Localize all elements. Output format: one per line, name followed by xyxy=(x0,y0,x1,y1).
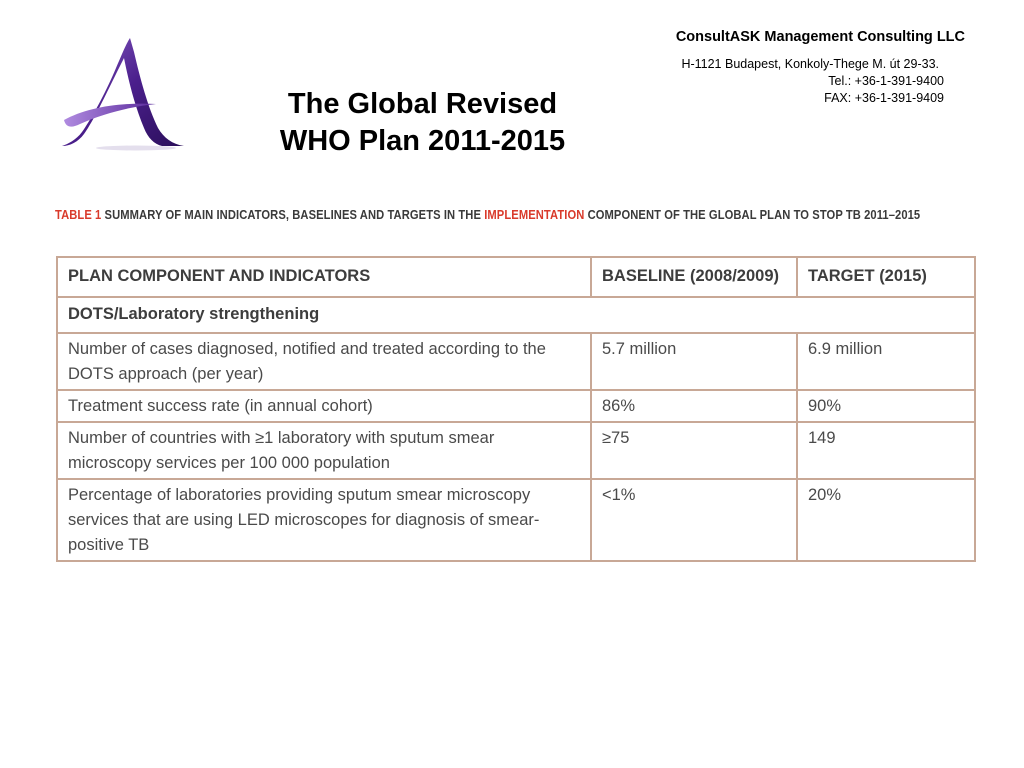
target-cell: 90% xyxy=(797,390,975,422)
page-title-line1: The Global Revised xyxy=(287,88,558,120)
table-row xyxy=(57,479,975,561)
company-name: ConsultASK Management Consulting LLC xyxy=(675,29,965,45)
company-address: H-1121 Budapest, Konkoly-Thege M. út 29-33. xyxy=(681,57,939,71)
baseline-cell: 5.7 million xyxy=(591,333,797,390)
target-cell: 149 xyxy=(797,422,975,479)
page-title-line2: WHO Plan 2011-2015 xyxy=(279,125,566,157)
baseline-cell: 86% xyxy=(591,390,797,422)
company-fax: FAX: +36-1-391-9409 xyxy=(824,91,944,105)
section-title: DOTS/Laboratory strengthening xyxy=(57,297,975,333)
column-header-target: TARGET (2015) xyxy=(797,257,975,297)
letter-a-logo-icon xyxy=(56,34,192,152)
table-row xyxy=(57,422,975,479)
baseline-cell: <1% xyxy=(591,479,797,561)
indicator-cell: Number of countries with ≥1 laboratory with sputum smear microscopy services per 100 000 population xyxy=(57,422,591,479)
target-cell: 20% xyxy=(797,479,975,561)
indicator-cell: Number of cases diagnosed, notified and treated according to the DOTS approach (per year) xyxy=(57,333,591,390)
page-title xyxy=(240,86,605,160)
table-caption xyxy=(55,207,921,222)
indicator-cell: Percentage of laboratories providing sputum smear microscopy services that are using LED microscopes for diagnosis of smear-positive TB xyxy=(57,479,591,561)
baseline-cell: ≥75 xyxy=(591,422,797,479)
column-header-indicator: PLAN COMPONENT AND INDICATORS xyxy=(57,257,591,297)
table-caption-label: TABLE 1 xyxy=(55,207,102,222)
indicator-cell: Treatment success rate (in annual cohort) xyxy=(57,390,591,422)
indicators-table-container xyxy=(56,256,974,554)
indicators-table xyxy=(56,256,976,562)
target-cell: 6.9 million xyxy=(797,333,975,390)
column-header-baseline: BASELINE (2008/2009) xyxy=(591,257,797,297)
company-phone: Tel.: +36-1-391-9400 xyxy=(828,74,944,88)
table-section-row xyxy=(57,297,975,333)
table-caption-text-before: SUMMARY OF MAIN INDICATORS, BASELINES AND TARGETS IN THE xyxy=(104,207,482,222)
table-caption-text-after: COMPONENT OF THE GLOBAL PLAN TO STOP TB 2011–2015 xyxy=(587,207,921,222)
table-row xyxy=(57,390,975,422)
table-row xyxy=(57,333,975,390)
table-header-row xyxy=(57,257,975,297)
table-caption-highlight: IMPLEMENTATION xyxy=(484,207,585,222)
